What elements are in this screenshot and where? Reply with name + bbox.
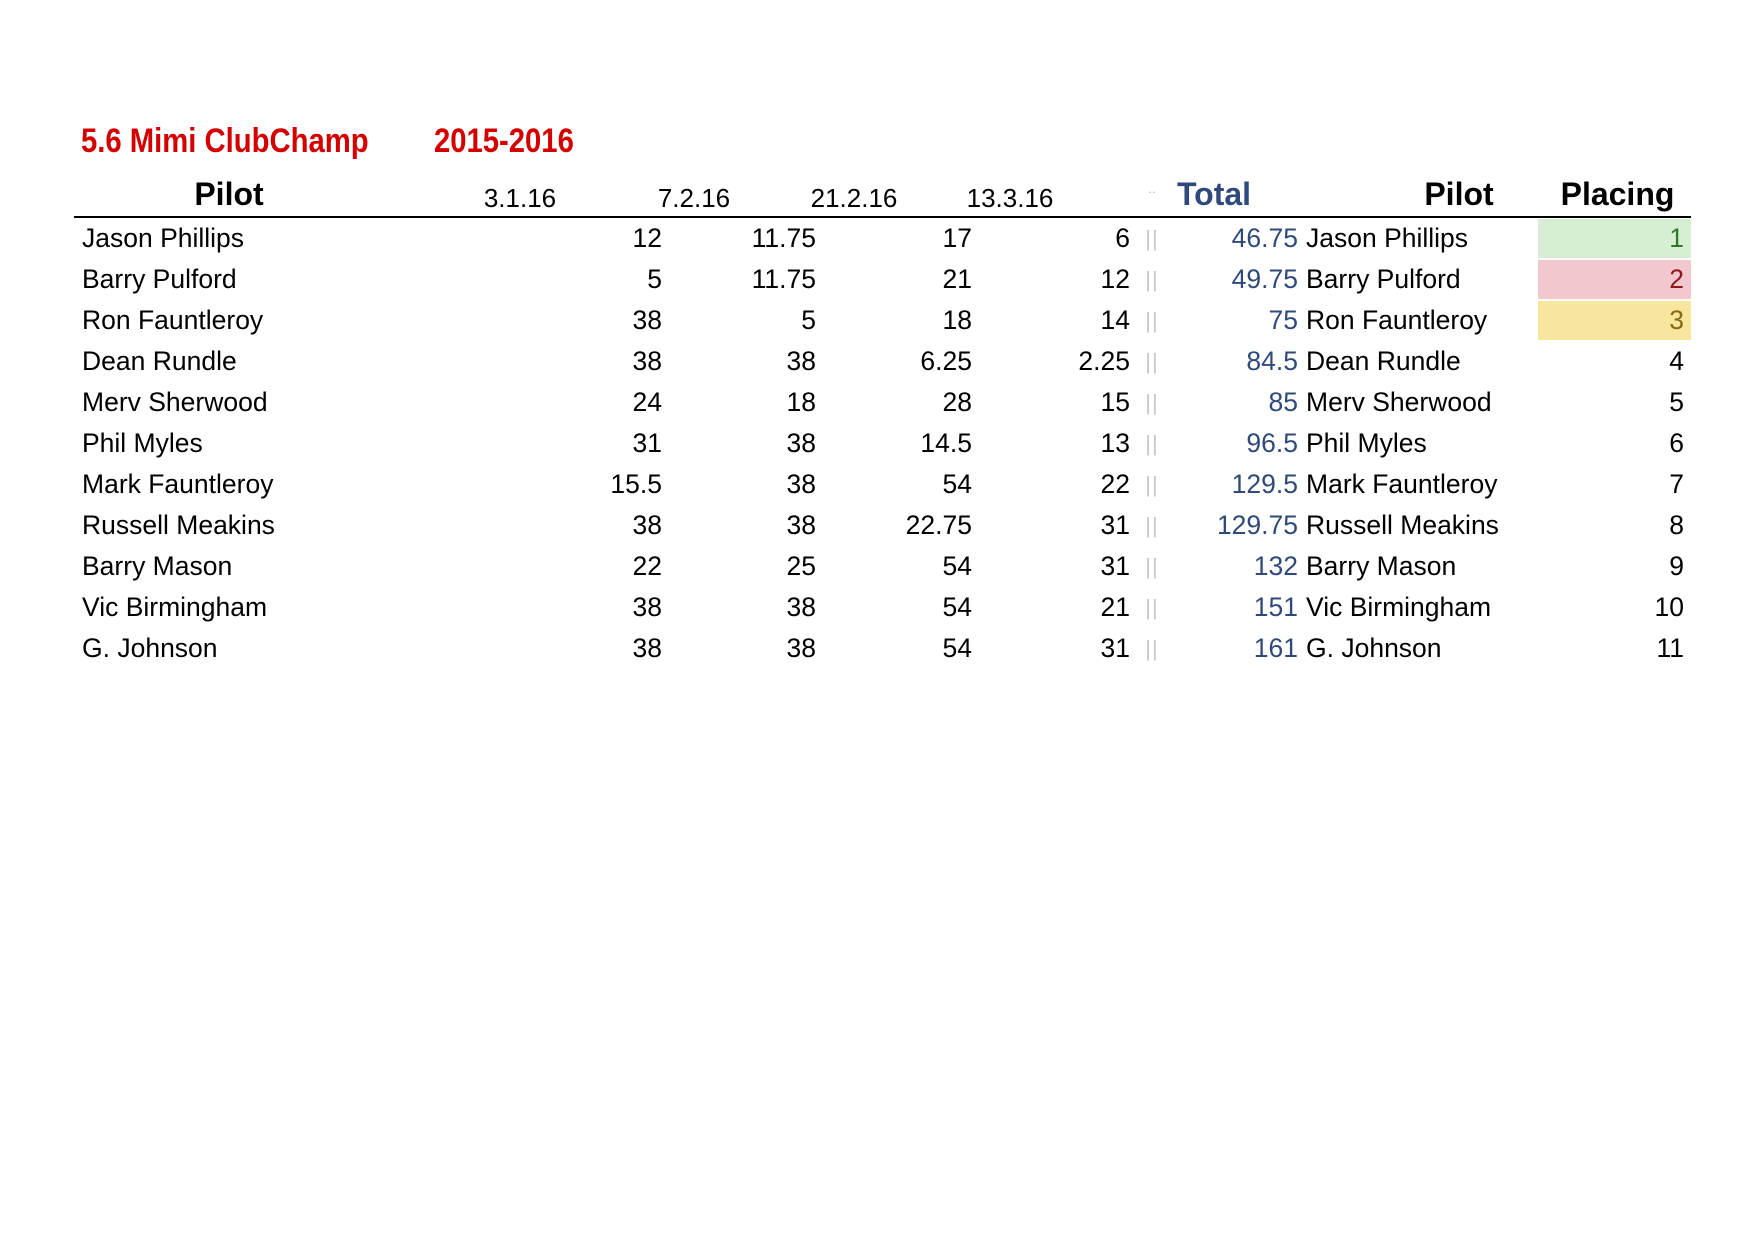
row-separator: || xyxy=(1145,431,1159,456)
score-1: 15.5 xyxy=(610,469,662,499)
placing-header: Placing xyxy=(1560,176,1675,212)
total-value: 75 xyxy=(1268,305,1298,335)
pilot-name: Vic Birmingham xyxy=(82,592,268,622)
pilot-name-ranked: G. Johnson xyxy=(1306,633,1442,663)
score-2: 18 xyxy=(786,387,816,417)
date-header-3: 21.2.16 xyxy=(810,183,898,213)
total-value: 84.5 xyxy=(1246,346,1298,376)
placing-value: 6 xyxy=(1669,428,1684,458)
score-3: 54 xyxy=(942,551,972,581)
score-2: 11.75 xyxy=(751,223,816,253)
row-separator: || xyxy=(1145,226,1159,251)
total-value: 96.5 xyxy=(1246,428,1298,458)
placing-value: 3 xyxy=(1538,301,1691,340)
table-row xyxy=(74,259,1691,300)
total-value: 46.75 xyxy=(1231,223,1298,253)
pilot-name-ranked: Ron Fauntleroy xyxy=(1306,305,1488,335)
score-4: 6 xyxy=(1115,223,1130,253)
table-row xyxy=(74,423,1691,464)
table-row xyxy=(74,628,1691,669)
pilot-name-ranked: Mark Fauntleroy xyxy=(1306,469,1498,499)
table-row xyxy=(74,546,1691,587)
table-row xyxy=(74,587,1691,628)
row-separator: || xyxy=(1145,390,1159,415)
table-row xyxy=(74,505,1691,546)
score-3: 54 xyxy=(942,592,972,622)
total-value: 129.5 xyxy=(1231,469,1298,499)
pilot-name-ranked: Dean Rundle xyxy=(1306,346,1461,376)
table-row xyxy=(74,218,1691,259)
score-1: 38 xyxy=(632,305,662,335)
score-2: 38 xyxy=(786,428,816,458)
placing-value: 8 xyxy=(1669,510,1684,540)
score-2: 38 xyxy=(786,592,816,622)
pilot-name-ranked: Phil Myles xyxy=(1306,428,1427,458)
placing-value: 4 xyxy=(1669,346,1684,376)
pilot-name: Russell Meakins xyxy=(82,510,275,540)
score-4: 15 xyxy=(1100,387,1130,417)
pilot-name-ranked: Merv Sherwood xyxy=(1306,387,1492,417)
score-1: 5 xyxy=(647,264,662,294)
score-2: 38 xyxy=(786,633,816,663)
score-1: 31 xyxy=(632,428,662,458)
score-2: 38 xyxy=(786,469,816,499)
row-separator: || xyxy=(1145,349,1159,374)
table-row xyxy=(74,341,1691,382)
score-3: 17 xyxy=(942,223,972,253)
score-4: 31 xyxy=(1100,633,1130,663)
season-title: 2015-2016 xyxy=(434,122,574,160)
score-1: 38 xyxy=(632,510,662,540)
row-separator: || xyxy=(1145,472,1159,497)
total-value: 49.75 xyxy=(1231,264,1298,294)
placing-value: 9 xyxy=(1669,551,1684,581)
score-1: 12 xyxy=(632,223,662,253)
total-value: 129.75 xyxy=(1216,510,1298,540)
date-header-1: 3.1.16 xyxy=(483,183,557,213)
pilot-name: Barry Pulford xyxy=(82,264,237,294)
pilot-name-ranked: Vic Birmingham xyxy=(1306,592,1492,622)
row-separator: || xyxy=(1145,595,1159,620)
score-4: 31 xyxy=(1100,551,1130,581)
score-3: 22.75 xyxy=(905,510,972,540)
score-4: 12 xyxy=(1100,264,1130,294)
total-value: 161 xyxy=(1253,633,1298,663)
score-1: 38 xyxy=(632,346,662,376)
placing-value: 2 xyxy=(1538,260,1691,299)
date-header-4: 13.3.16 xyxy=(966,183,1054,213)
score-4: 2.25 xyxy=(1078,346,1130,376)
pilot-name: Dean Rundle xyxy=(82,346,237,376)
score-3: 14.5 xyxy=(920,428,972,458)
score-4: 31 xyxy=(1100,510,1130,540)
score-1: 38 xyxy=(632,633,662,663)
pilot-name: Ron Fauntleroy xyxy=(82,305,264,335)
total-header: Total xyxy=(1176,176,1252,212)
row-separator: || xyxy=(1145,554,1159,579)
score-3: 28 xyxy=(942,387,972,417)
score-2: 25 xyxy=(786,551,816,581)
pilot-name: Mark Fauntleroy xyxy=(82,469,274,499)
table-body xyxy=(74,218,1691,669)
table-row xyxy=(74,382,1691,423)
row-separator: || xyxy=(1145,513,1159,538)
header-row xyxy=(74,172,1691,218)
event-title: 5.6 Mimi ClubChamp xyxy=(81,122,369,160)
score-2: 5 xyxy=(801,305,816,335)
table-row xyxy=(74,464,1691,505)
date-header-2: 7.2.16 xyxy=(657,183,731,213)
total-value: 151 xyxy=(1253,592,1298,622)
placing-value: 5 xyxy=(1669,387,1684,417)
pilot-name: Barry Mason xyxy=(82,551,233,581)
score-4: 21 xyxy=(1100,592,1130,622)
row-separator: || xyxy=(1145,267,1159,292)
table-row xyxy=(74,300,1691,341)
results-table xyxy=(74,172,1691,669)
placing-value: 11 xyxy=(1656,633,1684,663)
pilot2-header: Pilot xyxy=(1424,176,1494,212)
score-1: 24 xyxy=(632,387,662,417)
score-2: 11.75 xyxy=(751,264,816,294)
score-1: 22 xyxy=(632,551,662,581)
placing-value: 1 xyxy=(1538,219,1691,258)
total-value: 132 xyxy=(1253,551,1298,581)
pilot-name: Phil Myles xyxy=(82,428,203,458)
score-3: 54 xyxy=(942,469,972,499)
score-2: 38 xyxy=(786,510,816,540)
score-4: 22 xyxy=(1100,469,1130,499)
pilot-name: Jason Phillips xyxy=(82,223,245,253)
row-separator: || xyxy=(1145,636,1159,661)
placing-value: 7 xyxy=(1669,469,1684,499)
pilot-name-ranked: Jason Phillips xyxy=(1306,223,1469,253)
score-4: 14 xyxy=(1100,305,1130,335)
score-3: 18 xyxy=(942,305,972,335)
row-separator: || xyxy=(1145,308,1159,333)
score-4: 13 xyxy=(1100,428,1130,458)
score-1: 38 xyxy=(632,592,662,622)
pilot-name-ranked: Barry Mason xyxy=(1306,551,1457,581)
pilot-name-ranked: Barry Pulford xyxy=(1306,264,1461,294)
score-3: 54 xyxy=(942,633,972,663)
total-value: 85 xyxy=(1268,387,1298,417)
score-3: 21 xyxy=(942,264,972,294)
score-3: 6.25 xyxy=(920,346,972,376)
pilot-name-ranked: Russell Meakins xyxy=(1306,510,1499,540)
score-2: 38 xyxy=(786,346,816,376)
separator-header: .. xyxy=(1148,180,1156,196)
pilot-name: G. Johnson xyxy=(82,633,218,663)
pilot-header: Pilot xyxy=(194,176,264,212)
placing-value: 10 xyxy=(1654,592,1684,622)
pilot-name: Merv Sherwood xyxy=(82,387,268,417)
